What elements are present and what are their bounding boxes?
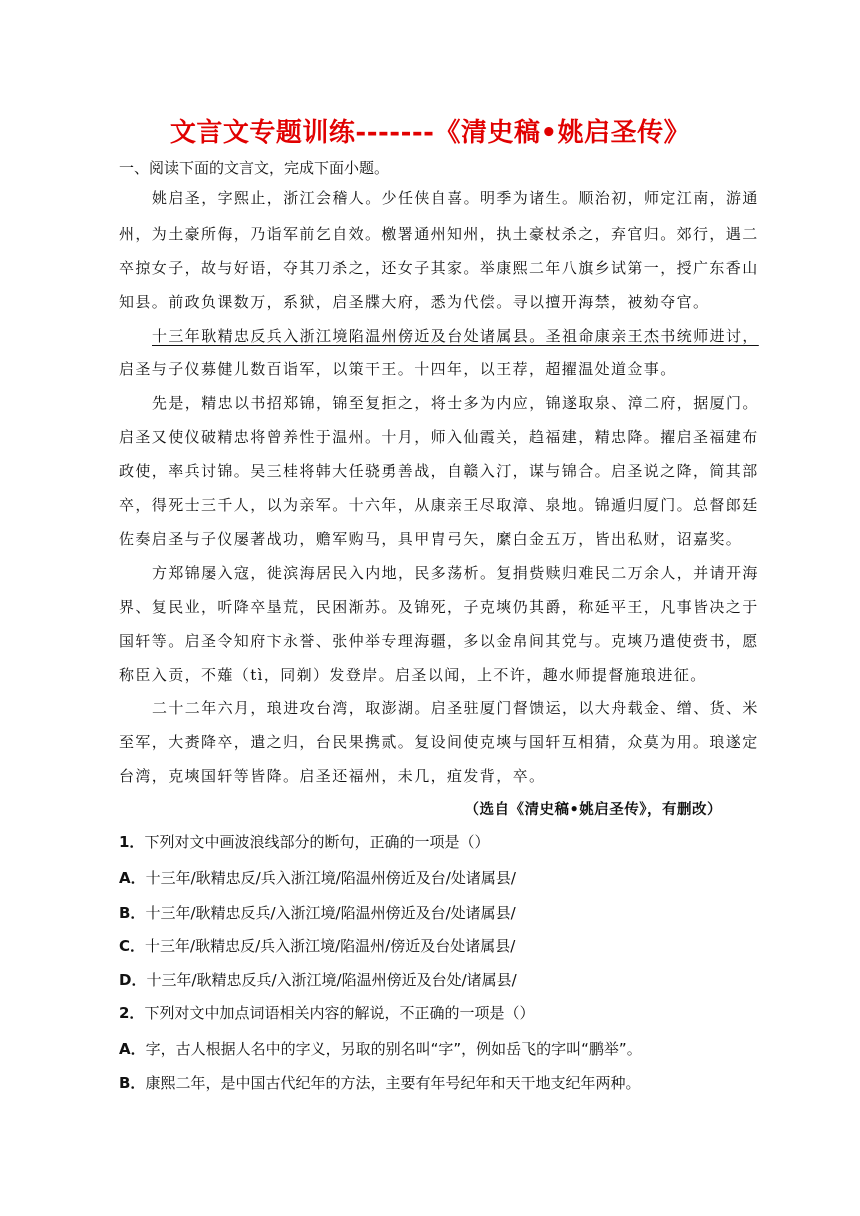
- passage-line: 启圣与子仪募健儿数百诣军，以策干王。十四年，以王荐，超擢温处道佥事。: [119, 360, 677, 378]
- passage-line: 方郑锦屡入寇，徙滨海居民入内地，民多荡析。复捐赀赎归难民二万余人，并请开海: [152, 564, 759, 582]
- question-2-option-a: [119, 1039, 642, 1059]
- passage-line: 卒掠女子，故与好语，夺其刀杀之，还女子其家。举康熙二年八旗乡试第一，授广东香山: [119, 259, 759, 277]
- passage-line: 政使，率兵讨锦。吴三桂将韩大任骁勇善战，自赣入汀，谋与锦合。启圣说之降，简其部: [119, 462, 759, 480]
- question-number: 1．: [119, 833, 145, 851]
- passage-line: 先是，精忠以书招郑锦，锦至复拒之，将士多为内应，锦遂取泉、漳二府，据厦门。: [152, 394, 759, 412]
- option-text: 十三年/耿精忠反/兵入浙江境/陷温州/傍近及台处诸属县/: [145, 937, 516, 955]
- passage-line: 台湾，克塽国轩等皆降。启圣还福州，未几，疽发背，卒。: [119, 767, 546, 785]
- passage-line: 卒，得死士三千人，以为亲军。十六年，从康亲王尽取漳、泉地。锦遁归厦门。总督郎廷: [119, 496, 759, 514]
- question-2-stem: [119, 1003, 534, 1023]
- option-label: D．: [119, 971, 147, 989]
- option-label: A．: [119, 869, 146, 887]
- question-1-option-b: [119, 903, 516, 923]
- passage-line: 启圣又使仪破精忠将曾养性于温州。十月，师入仙霞关，趋福建，精忠降。擢启圣福建布: [119, 428, 759, 446]
- passage-line: 二十二年六月，琅进攻台湾，取澎湖。启圣驻厦门督馈运，以大舟载金、缯、货、米: [152, 699, 759, 717]
- question-2-option-b: [119, 1073, 640, 1093]
- option-text: 十三年/耿精忠反/兵入浙江境/陷温州傍近及台/处诸属县/: [145, 869, 516, 887]
- question-1-option-a: [119, 868, 516, 888]
- question-text: 下列对文中加点词语相关内容的解说，不正确的一项是（）: [144, 1004, 535, 1022]
- option-label: B．: [119, 1074, 146, 1092]
- passage-line: 国轩等。启圣令知府卞永誉、张仲举专理海疆，多以金帛间其党与。克塽乃遣使赍书，愿: [119, 632, 759, 650]
- option-label: A．: [119, 1040, 146, 1058]
- passage-line-wavy-underlined: 十三年耿精忠反兵入浙江境陷温州傍近及台处诸属县。圣祖命康亲王杰书统师进讨，: [152, 327, 759, 345]
- option-text: 康熙二年，是中国古代纪年的方法，主要有年号纪年和天干地支纪年两种。: [145, 1074, 641, 1092]
- passage-line: 姚启圣，字熙止，浙江会稽人。少任侠自喜。明季为诸生。顺治初，师定江南，游通: [152, 189, 759, 207]
- option-text: 十三年/耿精忠反兵/入浙江境/陷温州傍近及台/处诸属县/: [145, 904, 516, 922]
- document-title: 文言文专题训练-------《清史稿•姚启圣传》: [169, 118, 691, 148]
- option-label: B．: [119, 904, 146, 922]
- option-label: C．: [119, 937, 146, 955]
- passage-line: 佐奏启圣与子仪屡著战功，赡军购马，具甲胄弓矢，縻白金五万，皆出私财，诏嘉奖。: [119, 530, 743, 548]
- question-1-option-c: [119, 936, 515, 956]
- passage-source: （选自《清史稿•姚启圣传》，有删改）: [464, 801, 722, 818]
- option-text: 十三年/耿精忠反兵/入浙江境/陷温州傍近及台处/诸属县/: [146, 971, 517, 989]
- question-1-stem: [119, 832, 489, 852]
- passage-line: 州，为土豪所侮，乃诣军前乞自效。檄署通州知州，执土豪杖杀之，弃官归。郊行，遇二: [119, 225, 759, 243]
- question-1-option-d: [119, 970, 517, 990]
- passage-line: 至军，大赉降卒，遣之归，台民果携贰。复设间使克塽与国轩互相猜，众莫为用。琅遂定: [119, 733, 759, 751]
- passage-line: 称臣入贡，不薙（tì，同剃）发登岸。启圣以闻，上不许，趣水师提督施琅进征。: [119, 666, 707, 684]
- passage-line: 知县。前政负课数万，系狱，启圣牒大府，悉为代偿。寻以擅开海禁，被劾夺官。: [119, 293, 710, 311]
- question-number: 2．: [119, 1004, 145, 1022]
- question-text: 下列对文中画波浪线部分的断句，正确的一项是（）: [144, 833, 490, 851]
- section-heading: 一、阅读下面的文言文，完成下面小题。: [119, 159, 390, 177]
- option-text: 字，古人根据人名中的字义，另取的别名叫“字”，例如岳飞的字叫“鹏举”。: [145, 1040, 642, 1058]
- passage-line: 界、复民业，听降卒垦荒，民困渐苏。及锦死，子克塽仍其爵，称延平王，凡事皆决之于: [119, 598, 759, 616]
